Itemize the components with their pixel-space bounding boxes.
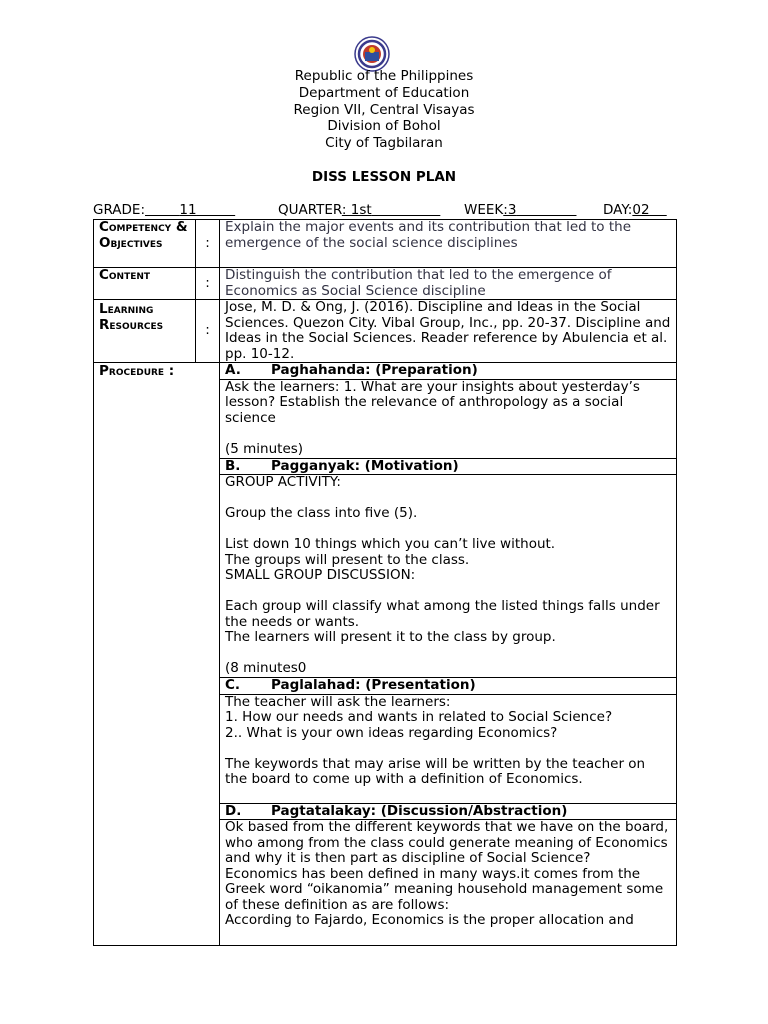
content-label: Content — [94, 268, 196, 300]
lesson-plan-table — [93, 219, 677, 946]
section-d-letter: D. — [225, 802, 242, 819]
grade-value: 11 — [179, 202, 197, 218]
grade-label: GRADE: — [93, 202, 146, 218]
section-a-body: Ask the learners: 1. What are your insights about yesterday’s lesson? Establish the relevance of anthropology as a social science (5 minutes) — [220, 379, 677, 458]
section-d-title: Pagtatalakay: (Discussion/Abstraction) — [271, 802, 568, 819]
section-c-letter: C. — [225, 677, 241, 693]
competency-label: Competency & Objectives — [94, 220, 196, 268]
competency-text: Explain the major events and its contribution that led to the emergence of the social science disciplines — [220, 220, 677, 268]
content-row — [94, 268, 677, 300]
day-label: DAY: — [603, 202, 633, 218]
resources-text: Jose, M. D. & Ong, J. (2016). Discipline and Ideas in the Social Sciences. Quezon City. Vibal Group, Inc., pp. 20-37. Discipline and Ideas in the Social Sciences. Reader reference by Abulencia et al. pp. 10-12. — [220, 300, 677, 363]
resources-row — [94, 300, 677, 363]
section-b-heading — [220, 458, 677, 475]
week-label: WEEK — [464, 202, 504, 218]
letterhead-republic: Republic of the Philippines — [294, 68, 474, 84]
letterhead-city: City of Tagbilaran — [325, 135, 443, 152]
week-field — [464, 202, 576, 218]
competency-row — [94, 220, 677, 268]
content-text: Distinguish the contribution that led to the emergence of Economics as Social Science discipline — [220, 268, 677, 300]
section-a-letter: A. — [225, 362, 241, 378]
letterhead-department: Department of Education — [298, 84, 470, 101]
section-b-letter: B. — [225, 457, 241, 474]
day-field — [603, 202, 667, 218]
resources-label: Learning Resources — [94, 300, 196, 363]
procedure-label: Procedure : — [94, 363, 220, 946]
section-c-heading — [220, 678, 677, 695]
letterhead — [0, 68, 768, 152]
week-value: :3 — [503, 202, 517, 218]
section-b-body: GROUP ACTIVITY: Group the class into five (5). List down 10 things which you can’t live without. The groups will present to the class. SMALL GROUP DISCUSSION: Each group will classify what among the listed things falls under the needs or wants. The learners will present it to the class by group. (8 minutes0 — [220, 475, 677, 678]
procedure-a-header-row — [94, 363, 677, 380]
letterhead-region: Region VII, Central Visayas — [293, 101, 475, 118]
letterhead-division: Division of Bohol — [327, 118, 441, 135]
section-b-title: Pagganyak: (Motivation) — [271, 457, 459, 474]
competency-colon: : — [196, 220, 220, 268]
section-d-heading — [220, 803, 677, 820]
section-d-body: Ok based from the different keywords that we have on the board, who among from the class could generate meaning of Economics and why it is then part as discipline of Social Science? Economics has been defined in many ways.it comes from the Greek word “oikanomia” meaning household management some of these definition as are follows: According to Fajardo, Economics is the proper allocation and — [220, 820, 677, 946]
grade-field — [93, 202, 235, 218]
quarter-value: : 1st — [341, 202, 372, 218]
resources-colon: : — [196, 300, 220, 363]
section-a-heading — [220, 363, 677, 380]
document-title: DISS LESSON PLAN — [311, 169, 457, 185]
day-value: 02 — [632, 202, 650, 218]
quarter-label: QUARTER — [278, 202, 342, 218]
deped-seal-logo — [354, 36, 390, 72]
section-c-title: Paglalahad: (Presentation) — [271, 677, 476, 693]
section-a-title: Paghahanda: (Preparation) — [271, 362, 478, 378]
section-c-body: The teacher will ask the learners: 1. How our needs and wants in related to Social Science? 2.. What is your own ideas regarding Economics? The keywords that may arise will be written by the teacher on the board to come up with a definition of Economics. — [220, 694, 677, 803]
content-colon: : — [196, 268, 220, 300]
quarter-field — [278, 202, 440, 218]
